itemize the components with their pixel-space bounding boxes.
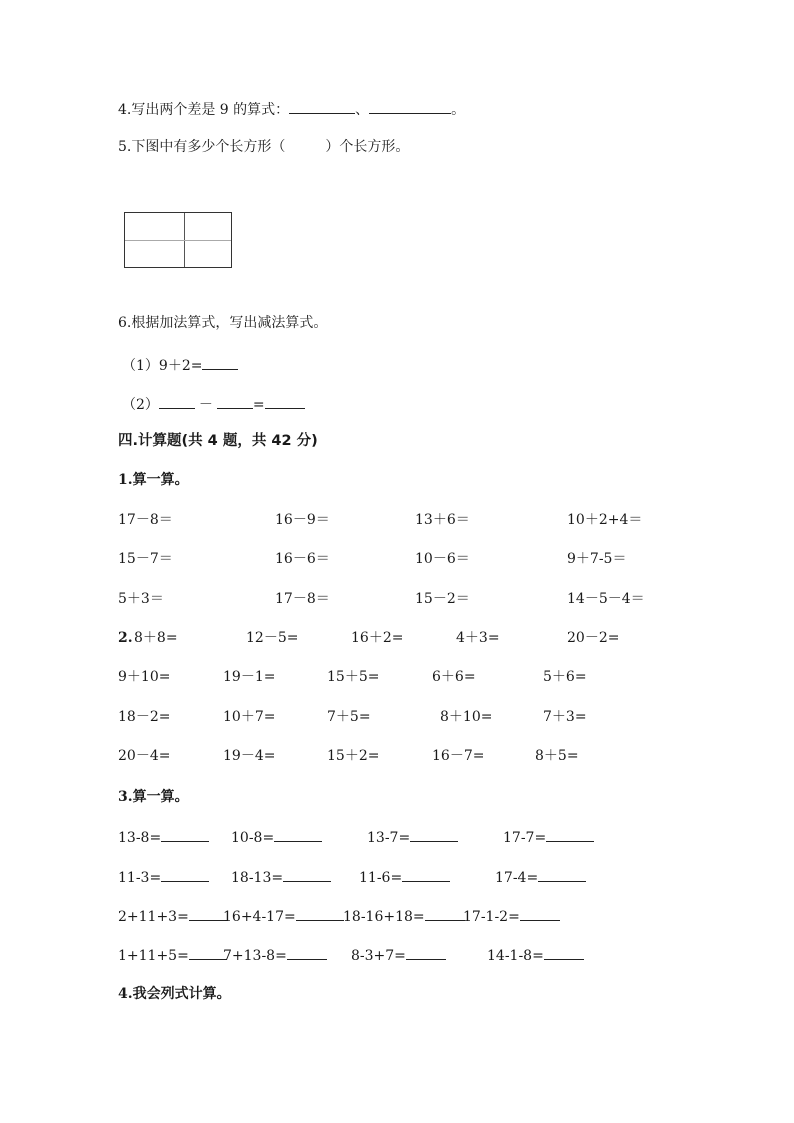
- answer-blank[interactable]: [410, 827, 458, 842]
- answer-blank[interactable]: [283, 867, 331, 882]
- expression: 14-1-8=: [487, 948, 544, 964]
- answer-blank[interactable]: [202, 355, 238, 370]
- arithmetic-item: 7＋3=: [543, 709, 587, 725]
- arithmetic-item: 17－8＝: [118, 512, 173, 528]
- minus-sign: －: [198, 397, 213, 413]
- arithmetic-item: 15－7＝: [118, 551, 173, 567]
- arithmetic-item: 20－4=: [118, 748, 171, 764]
- expression: 11-6=: [359, 870, 403, 886]
- expression: 11-3=: [118, 870, 162, 886]
- expression: 18-13=: [231, 870, 284, 886]
- fill-in-item: [463, 906, 560, 926]
- arithmetic-item: 8＋5=: [535, 748, 579, 764]
- arithmetic-item: 10－6＝: [415, 551, 470, 567]
- arithmetic-item: 7＋5=: [327, 709, 371, 725]
- answer-blank[interactable]: [287, 945, 327, 960]
- arithmetic-item: 19－4=: [223, 748, 276, 764]
- expression: 16+4-17=: [223, 909, 296, 925]
- fill-in-item: [351, 945, 446, 965]
- question-5: [118, 138, 409, 156]
- answer-blank[interactable]: [296, 906, 344, 921]
- arithmetic-item: 16－7=: [432, 748, 485, 764]
- section-heading: 四.计算题(共 4 题，共 42 分): [118, 433, 318, 449]
- arithmetic-item: 6＋6=: [432, 669, 476, 685]
- expression: 1+11+5=: [118, 948, 189, 964]
- expression: 17-4=: [495, 870, 539, 886]
- question-5-text-a: 5.下图中有多少个长方形（: [118, 139, 286, 155]
- expression: 13-8=: [118, 830, 162, 846]
- problem-4-title: 4.我会列式计算。: [118, 986, 231, 1002]
- figure-horizontal-divider: [125, 240, 231, 241]
- arithmetic-item: 16－9＝: [275, 512, 330, 528]
- fill-in-item: [118, 867, 209, 887]
- arithmetic-item: 16－6＝: [275, 551, 330, 567]
- period: 。: [451, 102, 466, 118]
- arithmetic-item: 15＋2=: [327, 748, 380, 764]
- answer-blank[interactable]: [274, 827, 322, 842]
- expression: 2+11+3=: [118, 909, 189, 925]
- fill-in-item: [118, 906, 227, 926]
- expression: 13-7=: [367, 830, 411, 846]
- arithmetic-item: 16＋2=: [351, 630, 404, 646]
- separator: 、: [355, 102, 370, 118]
- arithmetic-item: 14－5－4＝: [567, 591, 645, 607]
- arithmetic-item: 13＋6＝: [415, 512, 470, 528]
- answer-blank[interactable]: [189, 945, 227, 960]
- problem-1-title: 1.算一算。: [118, 472, 189, 488]
- expression: 8-3+7=: [351, 948, 406, 964]
- arithmetic-item: 15－2＝: [415, 591, 470, 607]
- fill-in-item: [231, 867, 331, 887]
- fill-in-item: [118, 827, 209, 847]
- fill-in-item: [503, 827, 594, 847]
- answer-blank[interactable]: [289, 99, 355, 114]
- answer-blank[interactable]: [546, 827, 594, 842]
- answer-blank[interactable]: [538, 867, 586, 882]
- answer-blank[interactable]: [520, 906, 560, 921]
- fill-in-item: [223, 945, 327, 965]
- line-2-prefix: （2）: [122, 397, 159, 413]
- arithmetic-item: 8＋8=: [134, 630, 178, 646]
- arithmetic-item: 17－8＝: [275, 591, 330, 607]
- fill-in-item: [118, 945, 227, 965]
- question-6-line-1: [122, 355, 238, 375]
- arithmetic-item: 9＋10=: [118, 669, 171, 685]
- answer-blank[interactable]: [265, 394, 305, 409]
- question-4-text: 4.写出两个差是 9 的算式：: [118, 102, 290, 118]
- arithmetic-item: 10＋7=: [223, 709, 276, 725]
- question-4: [118, 99, 465, 119]
- fill-in-item: [359, 867, 450, 887]
- question-6-line-2: [122, 394, 305, 414]
- problem-3-title: 3.算一算。: [118, 789, 189, 805]
- fill-in-item: [343, 906, 465, 926]
- answer-blank[interactable]: [161, 827, 209, 842]
- arithmetic-item: 15＋5=: [327, 669, 380, 685]
- arithmetic-item: 5＋3＝: [118, 591, 164, 607]
- expression: 18-16+18=: [343, 909, 425, 925]
- expression: 17-1-2=: [463, 909, 520, 925]
- answer-blank[interactable]: [402, 867, 450, 882]
- answer-blank[interactable]: [161, 867, 209, 882]
- fill-in-item: [367, 827, 458, 847]
- arithmetic-item: 19－1=: [223, 669, 276, 685]
- arithmetic-item: 5＋6=: [543, 669, 587, 685]
- fill-in-item: [223, 906, 344, 926]
- arithmetic-item: 18－2=: [118, 709, 171, 725]
- rectangle-figure: [124, 212, 232, 268]
- fill-in-item: [487, 945, 584, 965]
- answer-blank[interactable]: [369, 99, 451, 114]
- line-1-text: （1）9＋2=: [122, 358, 203, 374]
- question-6: 6.根据加法算式，写出减法算式。: [118, 315, 328, 331]
- question-5-text-b: ）个长方形。: [325, 139, 410, 155]
- answer-blank[interactable]: [217, 394, 253, 409]
- answer-blank[interactable]: [406, 945, 446, 960]
- expression: 17-7=: [503, 830, 547, 846]
- arithmetic-item: 20－2=: [567, 630, 620, 646]
- answer-blank[interactable]: [159, 394, 195, 409]
- fill-in-item: [495, 867, 586, 887]
- problem-2-number: 2.: [118, 630, 133, 646]
- expression: 7+13-8=: [223, 948, 287, 964]
- arithmetic-item: 4＋3=: [456, 630, 500, 646]
- expression: 10-8=: [231, 830, 275, 846]
- answer-blank[interactable]: [425, 906, 465, 921]
- fill-in-item: [231, 827, 322, 847]
- equals-sign: =: [252, 397, 265, 413]
- answer-blank[interactable]: [189, 906, 227, 921]
- arithmetic-item: 12－5=: [246, 630, 299, 646]
- arithmetic-item: 9＋7-5＝: [567, 551, 627, 567]
- arithmetic-item: 8＋10=: [440, 709, 493, 725]
- arithmetic-item: 10＋2+4＝: [567, 512, 643, 528]
- answer-blank[interactable]: [544, 945, 584, 960]
